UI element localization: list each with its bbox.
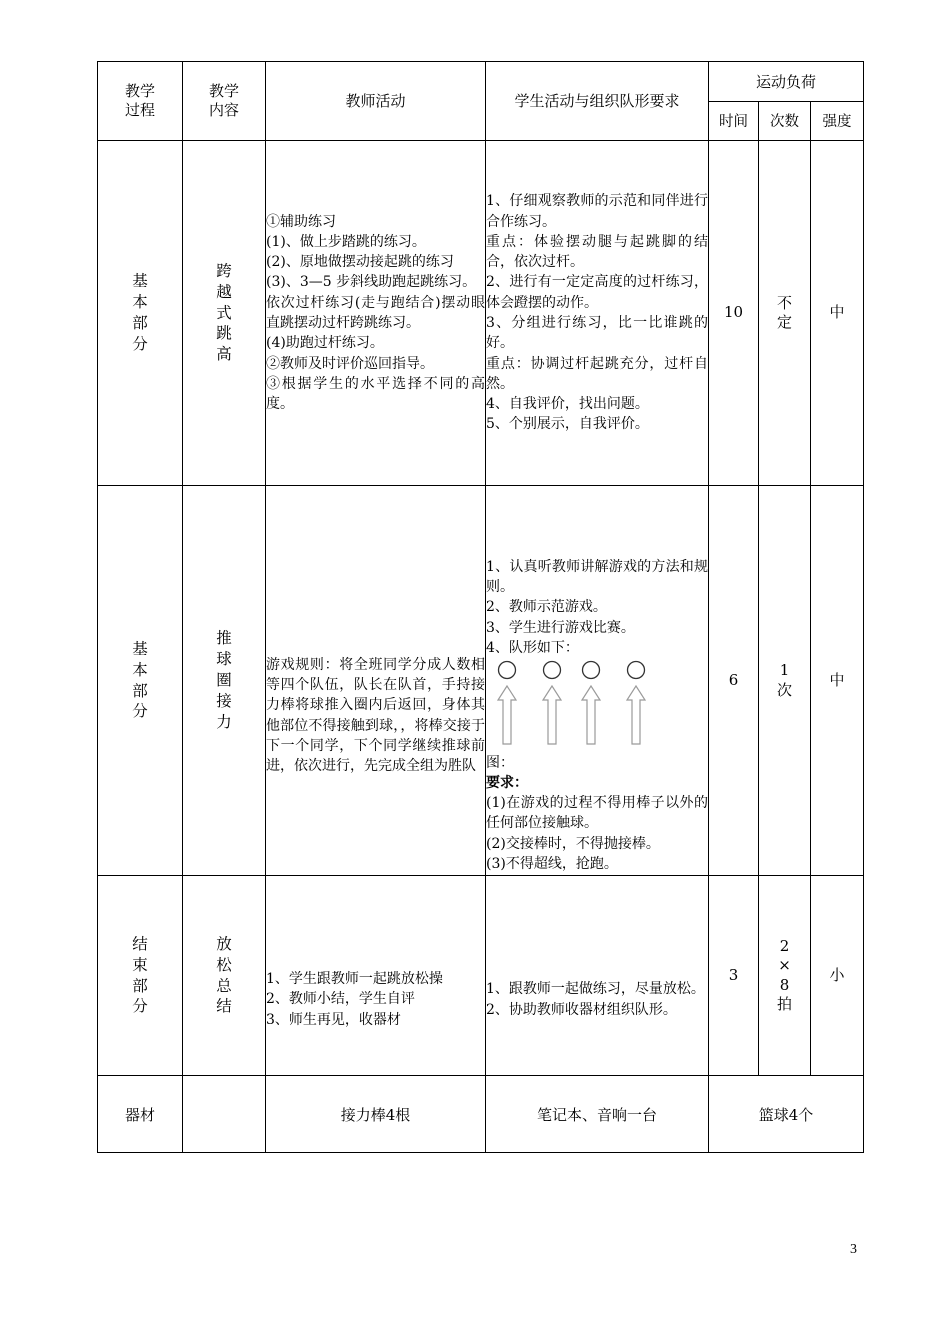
table-header-row-1 — [98, 62, 864, 102]
row3-teacher-activity — [266, 876, 486, 1076]
row2-student-activity — [486, 486, 709, 876]
row3-process — [98, 876, 183, 1076]
table-row — [98, 486, 864, 876]
arrow-up-icon — [627, 686, 645, 744]
row2-intensity: 中 — [811, 486, 864, 876]
row1-intensity: 中 — [811, 141, 864, 486]
header-teacher-activity: 教师活动 — [266, 62, 486, 141]
student-line: 3、学生进行游戏比赛。 — [486, 619, 635, 636]
student-circle-icon — [544, 662, 561, 679]
teacher-line: ②教师及时评价巡回指导。 — [266, 355, 434, 372]
student-line: 1、跟教师一起做练习，尽量放松。 — [486, 981, 705, 998]
row3-count — [759, 876, 811, 1076]
student-circle-icon — [499, 662, 516, 679]
diagram-caption: 图： — [486, 754, 514, 771]
requirement-line: (2)交接棒时，不得抛接棒。 — [486, 835, 660, 852]
requirement-line: (3)不得超线，抢跑。 — [486, 855, 618, 872]
row3-student-activity — [486, 876, 709, 1076]
relay-formation-svg — [490, 660, 680, 746]
student-line: 1、认真听教师讲解游戏的方法和规则。 — [486, 558, 708, 596]
row2-content — [183, 486, 266, 876]
row1-student-activity — [486, 141, 709, 486]
header-content — [183, 62, 266, 141]
arrow-up-icon — [543, 686, 561, 744]
header-count: 次数 — [759, 101, 811, 141]
teacher-line: 3、师生再见，收器材 — [266, 1011, 401, 1028]
row1-process — [98, 141, 183, 486]
table-row — [98, 876, 864, 1076]
row1-count-text: 不定 — [776, 293, 792, 331]
row2-count-text: 1次 — [776, 661, 792, 699]
teacher-line: 依次过杆练习(走与跑结合)摆动眼直跳摆动过杆跨跳练习。 — [266, 294, 485, 331]
table-row — [98, 141, 864, 486]
page-number: 3 — [850, 1242, 857, 1257]
header-content-line2: 内容 — [208, 101, 239, 119]
equipment-teacher: 接力棒4根 — [266, 1076, 486, 1153]
requirement-line: (1)在游戏的过程不得用棒子以外的任何部位接触球。 — [486, 795, 708, 832]
row2-content-text: 推球圈接力 — [216, 629, 232, 731]
header-process — [98, 62, 183, 141]
teacher-line: ①辅助练习 — [266, 213, 336, 230]
equipment-row — [98, 1076, 864, 1153]
teacher-line: (2)、原地做摆动接起跳的练习 — [266, 254, 454, 271]
row1-count — [759, 141, 811, 486]
teacher-line: (4)助跑过杆练习。 — [266, 335, 384, 352]
equipment-load: 篮球4个 — [709, 1076, 864, 1153]
row1-time: 10 — [709, 141, 759, 486]
equipment-blank — [183, 1076, 266, 1153]
equipment-student: 笔记本、音响一台 — [486, 1076, 709, 1153]
header-student-activity: 学生活动与组织队形要求 — [486, 62, 709, 141]
row1-content — [183, 141, 266, 486]
header-process-line1: 教学 — [124, 82, 155, 101]
student-circle-icon — [583, 662, 600, 679]
student-line: 1、仔细观察教师的示范和同伴进行合作练习。 — [486, 193, 708, 230]
student-line: 2、进行有一定定高度的过杆练习，体会蹬摆的动作。 — [486, 274, 708, 311]
student-line: 重点：体验摆动腿与起跳脚的结合，依次过杆。 — [486, 233, 708, 271]
teacher-line: 游戏规则：将全班同学分成人数相等四个队伍，队长在队首，手持接力棒将球推入圈内后返回，身体其他部位不得接触到球，，将棒交接于下一个同学，下个同学继续推球前进，依次进行，先完成全组为胜队 — [266, 656, 485, 775]
equipment-label: 器材 — [98, 1076, 183, 1153]
row3-content-text: 放松总结 — [216, 934, 232, 1016]
arrow-up-icon — [582, 686, 600, 744]
row3-intensity: 小 — [811, 876, 864, 1076]
student-line: 4、自我评价，找出问题。 — [486, 396, 649, 413]
formation-diagram — [490, 660, 708, 752]
student-line: 4、队形如下： — [486, 639, 579, 656]
lesson-plan-table — [97, 61, 864, 1153]
teacher-line: 1、学生跟教师一起跳放松操 — [266, 971, 443, 988]
row3-count-text: 2×8拍 — [776, 936, 792, 1013]
teacher-line: 2、教师小结，学生自评 — [266, 991, 415, 1008]
row2-teacher-activity — [266, 486, 486, 876]
student-line: 2、协助教师收器材组织队形。 — [486, 1001, 677, 1018]
student-line: 2、教师示范游戏。 — [486, 599, 607, 616]
header-content-line1: 教学 — [208, 82, 239, 101]
teacher-line: (3)、3—5 步斜线助跑起跳练习。 — [266, 274, 477, 291]
header-exercise-load: 运动负荷 — [709, 62, 864, 102]
student-circle-icon — [628, 662, 645, 679]
requirements-title: 要求： — [486, 774, 528, 791]
row3-content — [183, 876, 266, 1076]
row1-content-text: 跨越式跳高 — [216, 261, 232, 364]
row3-process-text: 结束部分 — [132, 934, 148, 1016]
row1-process-text: 基本部分 — [132, 272, 148, 353]
row2-count — [759, 486, 811, 876]
teacher-line: ③根据学生的水平选择不同的高度。 — [266, 375, 485, 413]
arrow-up-icon — [498, 686, 516, 744]
header-process-line2: 过程 — [124, 101, 155, 119]
student-line: 5、个别展示，自我评价。 — [486, 416, 649, 433]
row1-teacher-activity — [266, 141, 486, 486]
student-line: 3、分组进行练习，比一比谁跳的好。 — [486, 315, 708, 352]
student-line: 重点：协调过杆起跳充分，过杆自然。 — [486, 355, 708, 392]
row2-process — [98, 486, 183, 876]
row2-time: 6 — [709, 486, 759, 876]
teacher-line: (1)、做上步踏跳的练习。 — [266, 233, 426, 250]
header-intensity: 强度 — [811, 101, 864, 141]
row3-time: 3 — [709, 876, 759, 1076]
row2-process-text: 基本部分 — [132, 639, 148, 721]
header-time: 时间 — [709, 101, 759, 141]
